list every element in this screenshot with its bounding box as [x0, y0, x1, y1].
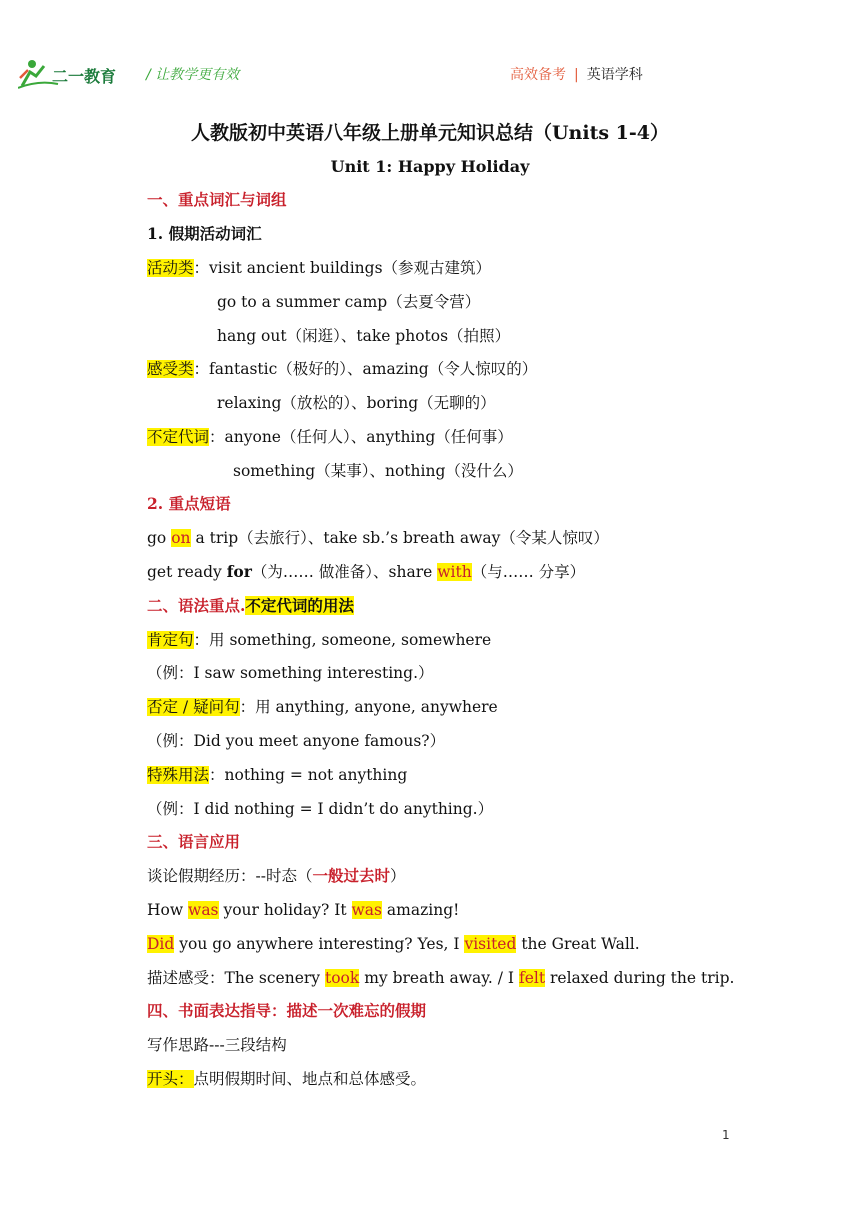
text-line: 活动类：visit ancient buildings（参观古建筑） — [147, 259, 492, 277]
text-line: go to a summer camp（去夏令营） — [217, 293, 481, 311]
text-line: get ready for（为…… 做准备）、share with（与…… 分享） — [147, 562, 586, 581]
text-line: 肯定句：用 something, someone, somewhere — [147, 631, 492, 649]
header-tag-exam: 高效备考 — [510, 67, 566, 83]
highlight-word: visited — [464, 935, 517, 953]
slogan: / 让教学更有效 — [146, 67, 240, 83]
text-line: hang out（闲逛）、take photos（拍照） — [217, 327, 511, 345]
section-heading-3: 三、语言应用 — [147, 832, 241, 851]
text-line: 描述感受：The scenery took my breath away. / I felt relaxed during the trip. — [147, 969, 735, 987]
header-separator: | — [574, 67, 579, 83]
highlight-label: 活动类 — [147, 259, 194, 277]
highlight-label: 特殊用法 — [147, 766, 210, 784]
page-number: 1 — [722, 1128, 730, 1142]
text-line: 特殊用法：nothing = not anything — [147, 766, 408, 784]
highlight-word: took — [324, 969, 360, 987]
text-line: 写作思路---三段结构 — [147, 1036, 287, 1054]
text-line: go on a trip（去旅行）、take sb.’s breath away（令某人惊叹） — [147, 529, 609, 547]
text-line: relaxing（放松的）、boring（无聊的） — [217, 394, 496, 412]
page-header — [0, 0, 860, 100]
page-title: 人教版初中英语八年级上册单元知识总结（Units 1-4） — [190, 122, 670, 144]
text-line: （例：Did you meet anyone famous?） — [147, 732, 446, 750]
subheading-phrases: 2. 重点短语 — [147, 494, 231, 513]
highlight-word: with — [437, 563, 472, 581]
highlight-word: on — [171, 529, 191, 547]
text-line: Did you go anywhere interesting? Yes, I visited the Great Wall. — [147, 935, 640, 953]
section-heading-2: 二、语法重点.不定代词的用法 — [147, 596, 354, 615]
section-heading-4: 四、书面表达指导：描述一次难忘的假期 — [147, 1001, 427, 1020]
highlight-label: 肯定句 — [147, 631, 194, 649]
text-line: （例：I did nothing = I didn’t do anything.） — [147, 800, 494, 818]
highlight-label: 感受类 — [147, 360, 194, 378]
highlight-word: felt — [518, 969, 546, 987]
highlight-label: 否定 / 疑问句 — [147, 698, 240, 716]
text-line: 感受类：fantastic（极好的）、amazing（令人惊叹的） — [147, 360, 538, 378]
text-line: 谈论假期经历：--时态（一般过去时） — [147, 866, 406, 885]
header-tag-subject: 英语学科 — [586, 67, 643, 83]
header-right — [510, 64, 643, 84]
highlight-label: 不定代词 — [147, 428, 210, 446]
highlight-word: was — [351, 901, 382, 919]
section-heading-1: 一、重点词汇与词组 — [147, 190, 287, 209]
logo — [18, 56, 128, 92]
text-line: something（某事）、nothing（没什么） — [233, 462, 523, 480]
text-line: 开头：点明假期时间、地点和总体感受。 — [147, 1070, 427, 1088]
text-line: How was your holiday? It was amazing! — [147, 901, 460, 919]
highlight-word: Did — [147, 935, 175, 953]
text-line: 否定 / 疑问句：用 anything, anyone, anywhere — [147, 698, 498, 716]
text-line: （例：I saw something interesting.） — [147, 664, 434, 682]
logo-text: 二一教育 — [52, 67, 117, 86]
highlight-label: 不定代词的用法 — [245, 596, 354, 615]
text-line: 不定代词：anyone（任何人）、anything（任何事） — [147, 428, 513, 446]
highlight-word: was — [188, 901, 219, 919]
subheading-vocab: 1. 假期活动词汇 — [147, 224, 262, 243]
highlight-label: 开头： — [147, 1070, 194, 1088]
unit-subtitle: Unit 1: Happy Holiday — [330, 157, 530, 176]
